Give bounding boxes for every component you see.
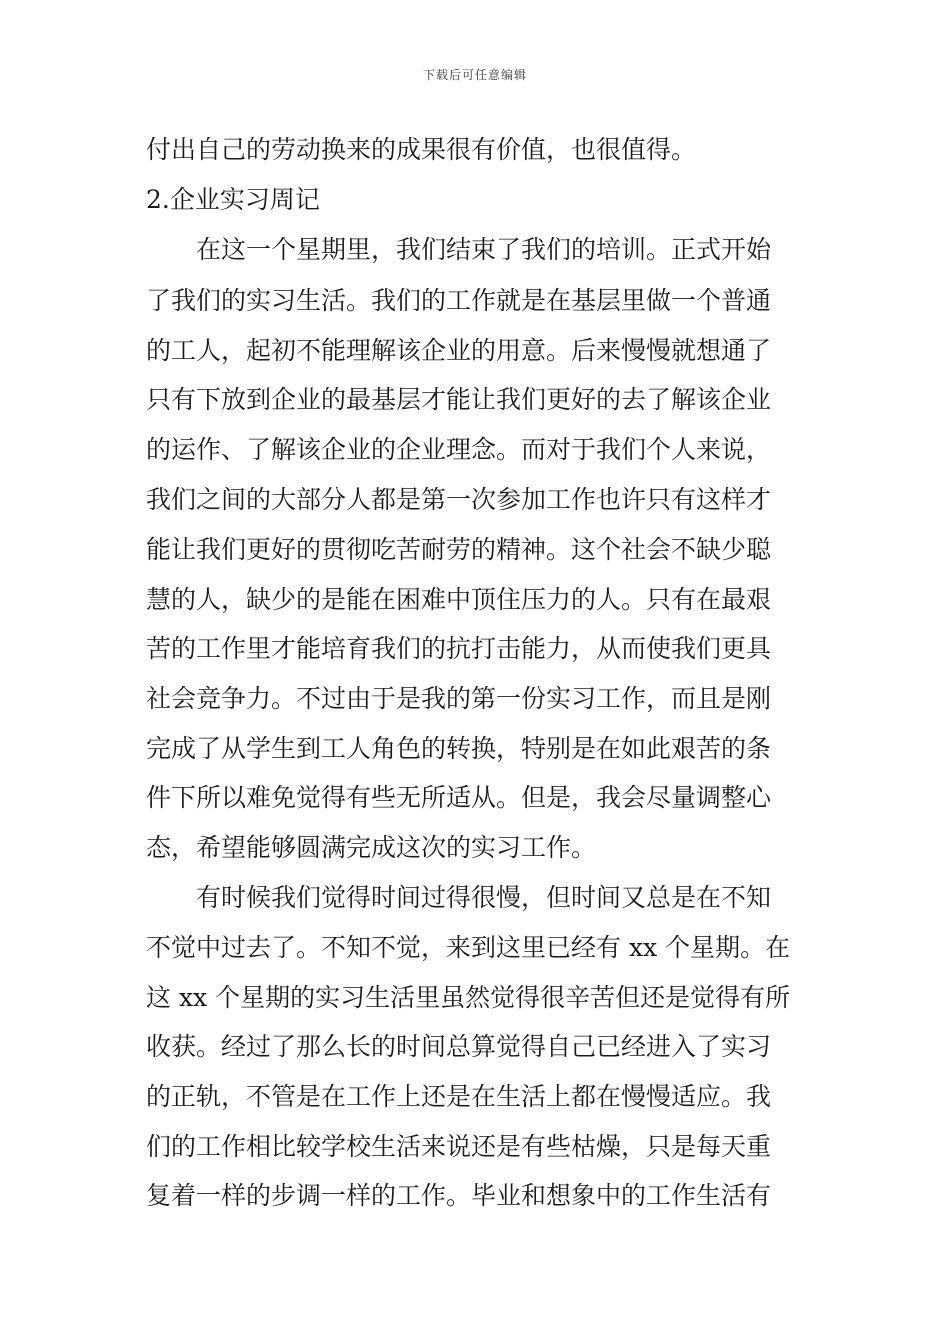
text-line: 们的工作相比较学校生活来说还是有些枯燥，只是每天重 (146, 1132, 772, 1161)
text-line: 了我们的实习生活。我们的工作就是在基层里做一个普通 (146, 286, 772, 315)
text-line: 完成了从学生到工人角色的转换，特别是在如此艰苦的条 (146, 734, 772, 763)
text-line: 这 xx 个星期的实习生活里虽然觉得很辛苦但还是觉得有所 (146, 983, 791, 1012)
text-line: 的工人，起初不能理解该企业的用意。后来慢慢就想通了 (146, 336, 772, 365)
text-line: 件下所以难免觉得有些无所适从。但是，我会尽量调整心 (146, 783, 772, 812)
text-line: 的运作、了解该企业的企业理念。而对于我们个人来说， (146, 435, 772, 464)
text-line: 能让我们更好的贯彻吃苦耐劳的精神。这个社会不缺少聪 (146, 535, 772, 564)
text-line: 不觉中过去了。不知不觉，来到这里已经有 xx 个星期。在 (146, 933, 791, 962)
text-line: 慧的人，缺少的是能在困难中顶住压力的人。只有在最艰 (146, 585, 772, 614)
text-line: 态，希望能够圆满完成这次的实习工作。 (146, 833, 597, 862)
text-line: 在这一个星期里，我们结束了我们的培训。正式开始 (146, 235, 772, 264)
text-line: 付出自己的劳动换来的成果很有价值，也很值得。 (146, 135, 697, 164)
text-line: 我们之间的大部分人都是第一次参加工作也许只有这样才 (146, 485, 772, 514)
text-line: 的正轨，不管是在工作上还是在生活上都在慢慢适应。我 (146, 1082, 772, 1111)
section-heading: 2.企业实习周记 (146, 185, 320, 214)
text-line: 有时候我们觉得时间过得很慢，但时间又总是在不知 (146, 883, 772, 912)
text-line: 只有下放到企业的最基层才能让我们更好的去了解该企业 (146, 385, 772, 414)
page-header: 下载后可任意编辑 (422, 68, 527, 82)
text-line: 社会竞争力。不过由于是我的第一份实习工作，而且是刚 (146, 684, 772, 713)
text-line: 收获。经过了那么长的时间总算觉得自己已经进入了实习 (146, 1032, 772, 1061)
text-line: 复着一样的步调一样的工作。毕业和想象中的工作生活有 (146, 1181, 772, 1210)
text-line: 苦的工作里才能培育我们的抗打击能力，从而使我们更具 (146, 634, 772, 663)
